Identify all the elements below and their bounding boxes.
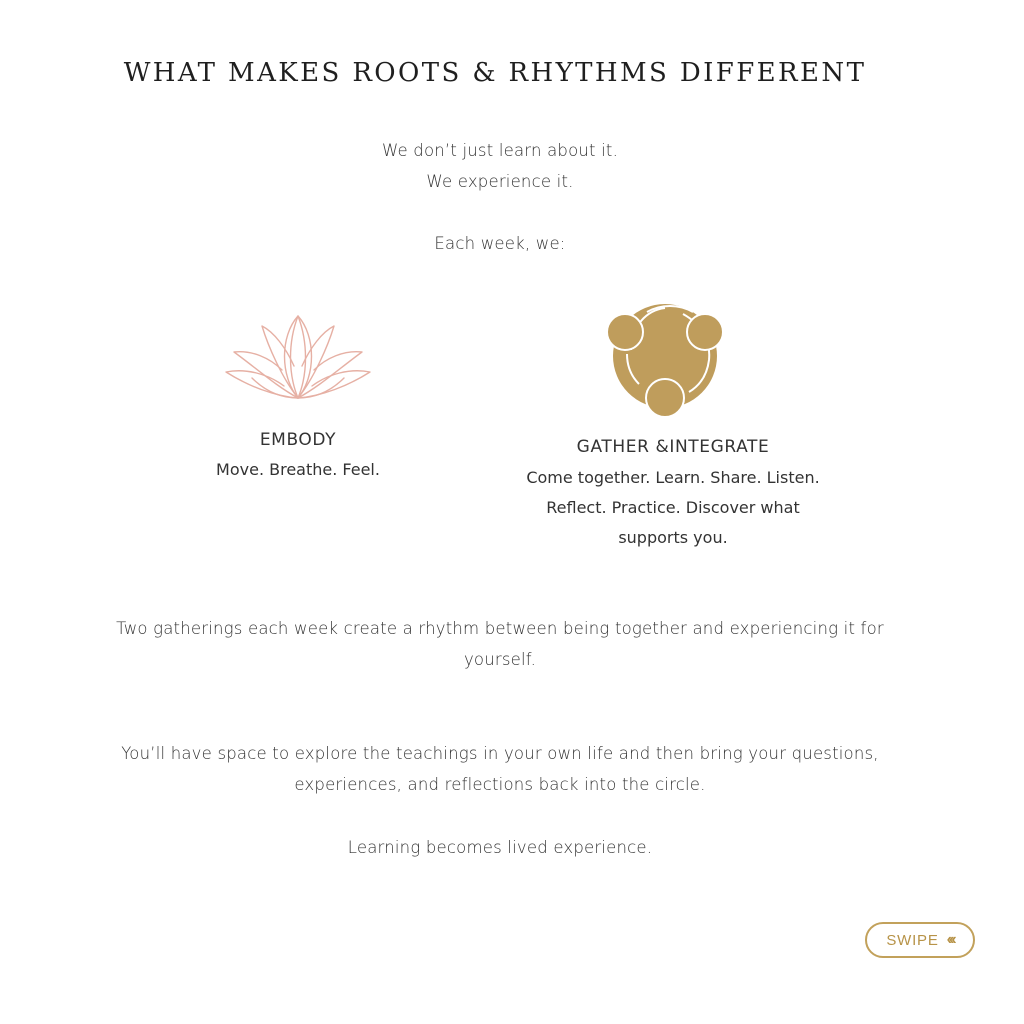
intro-line-2: We experience it. [426, 172, 574, 191]
intro-line-3: Each week, we: [434, 234, 566, 253]
gather-heading: GATHER &INTEGRATE [576, 437, 770, 457]
gathering-circle-icon [603, 296, 727, 420]
embody-heading: EMBODY [259, 430, 337, 450]
gather-description-line-3: supports you. [618, 528, 728, 547]
swipe-button[interactable] [865, 922, 975, 958]
gather-description-line-2: Reflect. Practice. Discover what [546, 498, 800, 517]
paragraph-2-line-1: You’ll have space to explore the teachings in your own life and then bring your questions, [121, 744, 879, 763]
swipe-label: SWIPE [886, 931, 939, 949]
paragraph-1-line-2: yourself. [463, 650, 537, 669]
gather-description-line-1: Come together. Learn. Share. Listen. [526, 468, 820, 487]
closing-line: Learning becomes lived experience. [347, 838, 653, 857]
intro-line-1: We don’t just learn about it. [381, 141, 619, 160]
embody-description: Move. Breathe. Feel. [216, 460, 380, 479]
chevrons-left-icon: ‹‹‹ [946, 931, 954, 948]
paragraph-1-line-1: Two gatherings each week create a rhythm between being together and experiencing it for [116, 619, 884, 638]
page-title: WHAT MAKES ROOTS & RHYTHMS DIFFERENT [123, 58, 867, 88]
lotus-icon [222, 312, 374, 404]
paragraph-2-line-2: experiences, and reflections back into the circle. [294, 775, 706, 794]
